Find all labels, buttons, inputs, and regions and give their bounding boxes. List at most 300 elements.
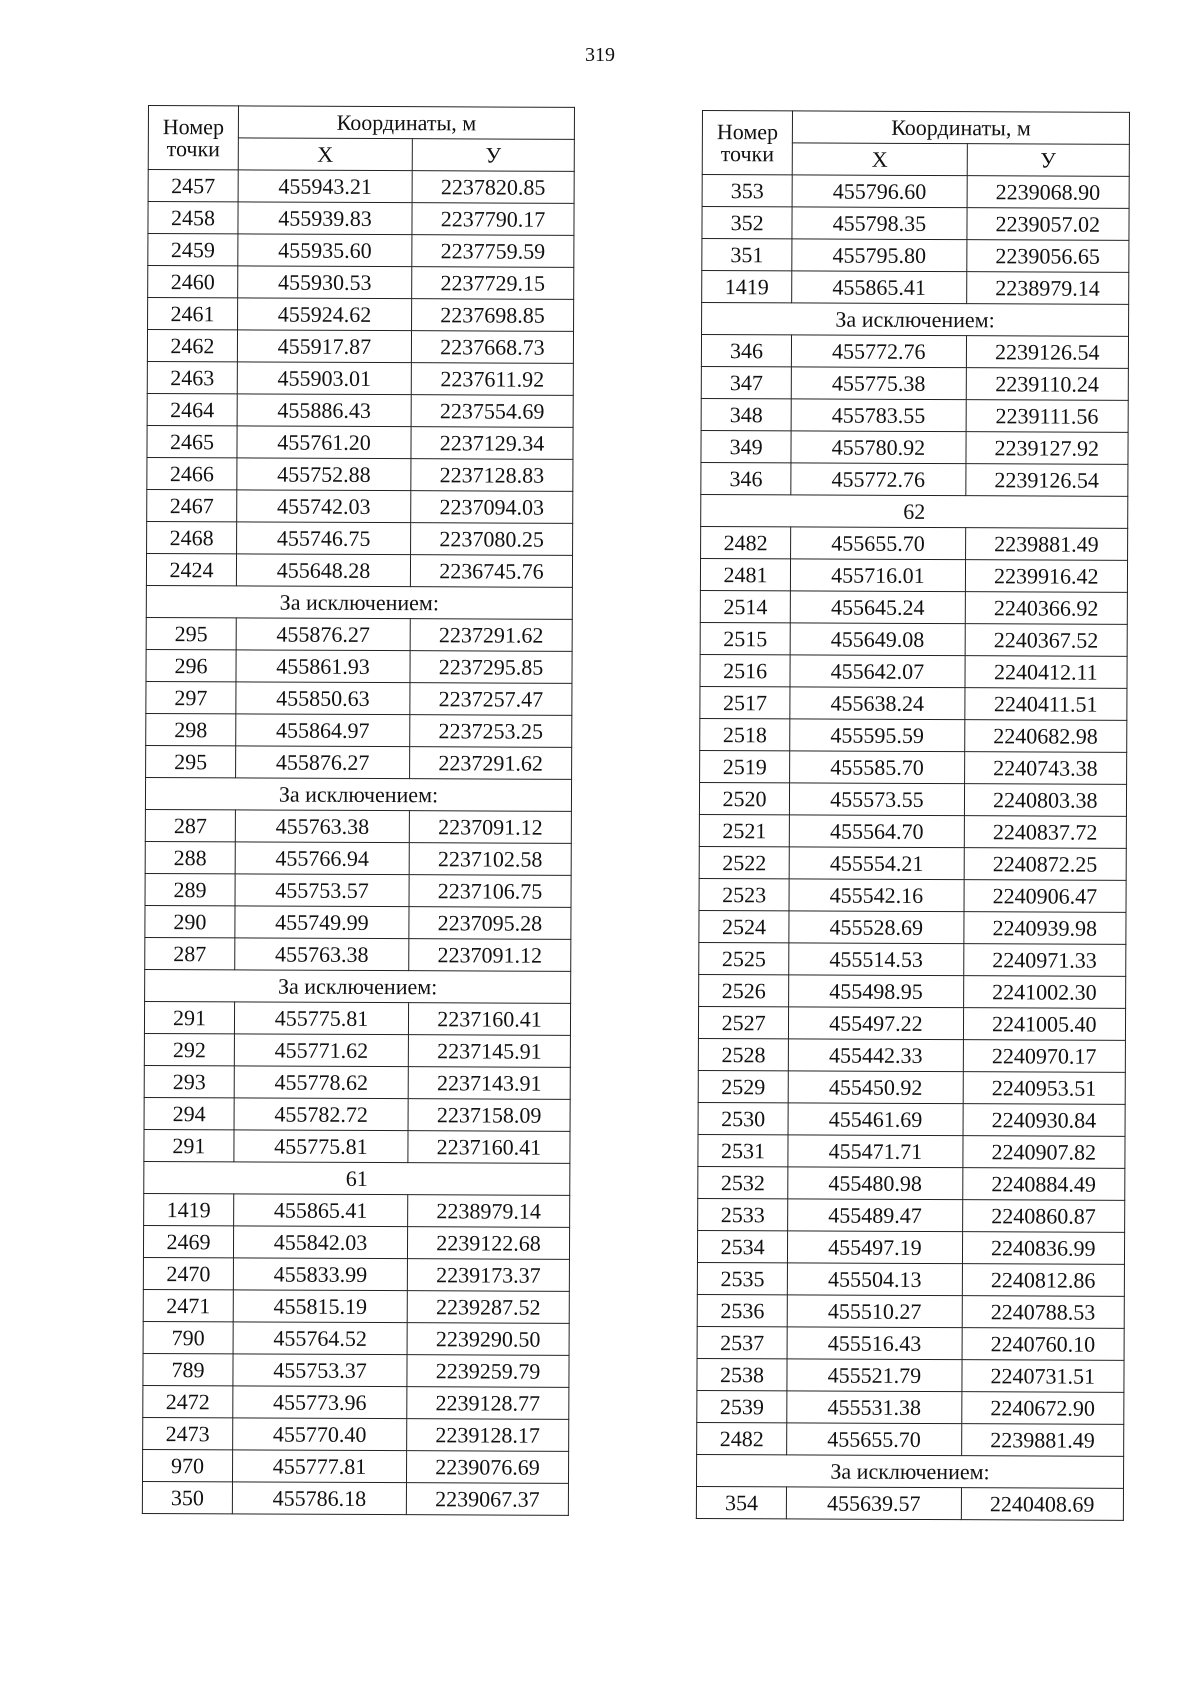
point-number-cell: 2466 (147, 457, 237, 489)
point-number-cell: 2522 (699, 846, 789, 878)
table-row (144, 1033, 570, 1067)
table-row (699, 782, 1126, 816)
point-number-cell: 294 (144, 1097, 234, 1129)
point-number-cell: 295 (146, 617, 236, 649)
table-row (702, 239, 1129, 273)
y-coordinate-cell: 2240812.86 (962, 1264, 1125, 1297)
x-coordinate-cell: 455510.27 (787, 1295, 962, 1328)
table-row (699, 942, 1126, 976)
table-row (697, 1230, 1124, 1264)
x-coordinate-cell: 455498.95 (789, 975, 964, 1008)
table-row (699, 846, 1126, 880)
y-coordinate-cell: 2240803.38 (964, 784, 1127, 817)
y-coordinate-cell: 2237158.09 (408, 1099, 570, 1132)
table-row (147, 489, 573, 523)
y-coordinate-cell: 2239110.24 (966, 368, 1129, 401)
point-number-cell: 297 (146, 681, 236, 713)
point-number-cell: 2467 (147, 489, 237, 521)
x-coordinate-cell: 455850.63 (236, 682, 410, 715)
table-row (145, 841, 571, 875)
x-coordinate-cell: 455903.01 (237, 362, 411, 395)
table-row (701, 430, 1128, 464)
point-number-cell: 2460 (148, 266, 238, 298)
y-coordinate-cell: 2237145.91 (408, 1035, 570, 1068)
table-row (143, 1353, 569, 1387)
section-label: За исключением: (146, 585, 572, 619)
y-coordinate-cell: 2240872.25 (964, 848, 1127, 881)
table-row (144, 1097, 570, 1131)
table-row (147, 457, 573, 491)
table-row (145, 905, 571, 939)
y-coordinate-cell: 2240939.98 (963, 912, 1126, 945)
y-coordinate-cell: 2238979.14 (408, 1195, 570, 1228)
point-number-cell: 346 (701, 335, 791, 367)
y-coordinate-cell: 2237095.28 (409, 907, 571, 940)
table-row (700, 686, 1127, 720)
table-row (146, 745, 572, 779)
point-number-cell: 287 (145, 937, 235, 969)
x-coordinate-cell: 455772.76 (792, 335, 967, 368)
x-coordinate-cell: 455775.38 (791, 367, 966, 400)
y-coordinate-cell: 2237094.03 (411, 491, 573, 524)
table-row (144, 1001, 570, 1035)
table-row (698, 1070, 1125, 1104)
x-coordinate-cell: 455514.53 (789, 943, 964, 976)
point-number-cell: 295 (146, 745, 236, 777)
table-row (146, 617, 572, 651)
point-number-cell: 288 (145, 841, 235, 873)
header-point-number (148, 106, 238, 170)
section-row (145, 777, 571, 811)
point-number-cell: 2471 (143, 1289, 233, 1321)
y-coordinate-cell: 2239127.92 (966, 432, 1129, 465)
point-number-cell: 352 (702, 207, 792, 239)
point-number-cell: 2525 (699, 942, 789, 974)
x-coordinate-cell: 455528.69 (789, 911, 964, 944)
table-row (701, 526, 1128, 560)
table-row (700, 558, 1127, 592)
table-row (146, 553, 572, 587)
y-coordinate-cell: 2239287.52 (407, 1291, 569, 1324)
point-number-cell: 970 (142, 1449, 232, 1481)
section-row (696, 1454, 1123, 1488)
point-number-cell: 2482 (697, 1422, 787, 1454)
x-coordinate-cell: 455864.97 (236, 714, 410, 747)
table-row (147, 521, 573, 555)
y-coordinate-cell: 2240760.10 (962, 1328, 1125, 1361)
header-y: У (412, 139, 574, 172)
table-row (697, 1390, 1124, 1424)
header-point-number-line2: точки (720, 140, 775, 166)
point-number-cell: 2535 (697, 1262, 787, 1294)
table-row (700, 750, 1127, 784)
table-row (701, 366, 1128, 400)
y-coordinate-cell: 2237257.47 (410, 683, 572, 716)
section-row (146, 585, 572, 619)
table-row (697, 1422, 1124, 1456)
point-number-cell: 2465 (147, 425, 237, 457)
y-coordinate-cell: 2240884.49 (962, 1168, 1125, 1201)
table-row (142, 1449, 568, 1483)
y-coordinate-cell: 2240672.90 (961, 1392, 1124, 1425)
x-coordinate-cell: 455763.38 (235, 938, 409, 971)
x-coordinate-cell: 455773.96 (233, 1386, 407, 1419)
y-coordinate-cell: 2238979.14 (966, 272, 1129, 305)
point-number-cell: 2532 (698, 1166, 788, 1198)
point-number-cell: 2534 (697, 1230, 787, 1262)
point-number-cell: 353 (702, 175, 792, 207)
y-coordinate-cell: 2240743.38 (964, 752, 1127, 785)
x-coordinate-cell: 455639.57 (787, 1487, 962, 1520)
y-coordinate-cell: 2237143.91 (408, 1067, 570, 1100)
y-coordinate-cell: 2239068.90 (967, 176, 1130, 209)
point-number-cell: 2515 (700, 622, 790, 654)
x-coordinate-cell: 455778.62 (234, 1066, 408, 1099)
x-coordinate-cell: 455564.70 (789, 815, 964, 848)
section-label: За исключением: (145, 969, 571, 1003)
point-number-cell: 2536 (697, 1294, 787, 1326)
x-coordinate-cell: 455865.41 (234, 1194, 408, 1227)
y-coordinate-cell: 2237253.25 (410, 715, 572, 748)
point-number-cell: 789 (143, 1353, 233, 1385)
point-number-cell: 2518 (700, 718, 790, 750)
section-row (144, 1161, 570, 1195)
x-coordinate-cell: 455770.40 (233, 1418, 407, 1451)
header-x: X (238, 138, 412, 171)
header-point-number-line1: Номер (162, 113, 225, 139)
point-number-cell: 2528 (698, 1038, 788, 1070)
table-row (146, 713, 572, 747)
y-coordinate-cell: 2239076.69 (406, 1451, 568, 1484)
point-number-cell: 2514 (700, 590, 790, 622)
header-point-number (702, 111, 792, 175)
table-row (148, 234, 574, 268)
y-coordinate-cell: 2239057.02 (967, 208, 1130, 241)
table-row (147, 361, 573, 395)
point-number-cell: 2524 (699, 910, 789, 942)
x-coordinate-cell: 455876.27 (236, 618, 410, 651)
y-coordinate-cell: 2240953.51 (963, 1072, 1126, 1105)
table-row (143, 1257, 569, 1291)
x-coordinate-cell: 455861.93 (236, 650, 410, 683)
y-coordinate-cell: 2237759.59 (412, 235, 574, 268)
x-coordinate-cell: 455471.71 (788, 1135, 963, 1168)
y-coordinate-cell: 2240970.17 (963, 1040, 1126, 1073)
y-coordinate-cell: 2237160.41 (408, 1003, 570, 1036)
table-row (143, 1289, 569, 1323)
x-coordinate-cell: 455772.76 (791, 463, 966, 496)
header-coordinates: Координаты, м (238, 106, 574, 139)
point-number-cell: 2517 (700, 686, 790, 718)
y-coordinate-cell: 2241002.30 (963, 976, 1126, 1009)
point-number-cell: 292 (144, 1033, 234, 1065)
point-number-cell: 2457 (148, 170, 238, 202)
x-coordinate-cell: 455886.43 (237, 394, 411, 427)
point-number-cell: 349 (701, 430, 791, 462)
y-coordinate-cell: 2240860.87 (962, 1200, 1125, 1233)
table-row (148, 266, 574, 300)
point-number-cell: 289 (145, 873, 235, 905)
header-y: У (967, 144, 1130, 177)
table-row (699, 974, 1126, 1008)
table-row (148, 202, 574, 236)
point-number-cell: 2458 (148, 202, 238, 234)
table-row (698, 1134, 1125, 1168)
point-number-cell: 296 (146, 649, 236, 681)
section-label: 61 (144, 1161, 570, 1195)
point-number-cell: 1419 (144, 1193, 234, 1225)
y-coordinate-cell: 2240930.84 (963, 1104, 1126, 1137)
y-coordinate-cell: 2239126.54 (966, 336, 1129, 369)
point-number-cell: 350 (142, 1481, 232, 1513)
y-coordinate-cell: 2237554.69 (411, 395, 573, 428)
point-number-cell: 291 (144, 1001, 234, 1033)
header-point-number-line1: Номер (716, 118, 779, 144)
y-coordinate-cell: 2237698.85 (412, 299, 574, 332)
point-number-cell: 2482 (701, 526, 791, 558)
y-coordinate-cell: 2237790.17 (412, 203, 574, 236)
x-coordinate-cell: 455753.37 (233, 1354, 407, 1387)
x-coordinate-cell: 455764.52 (233, 1322, 407, 1355)
point-number-cell: 2533 (698, 1198, 788, 1230)
x-coordinate-cell: 455595.59 (790, 719, 965, 752)
table-row (697, 1262, 1124, 1296)
point-number-cell: 790 (143, 1321, 233, 1353)
table-row (143, 1225, 569, 1259)
table-row (143, 1417, 569, 1451)
point-number-cell: 2481 (700, 558, 790, 590)
point-number-cell: 2461 (148, 298, 238, 330)
table-row (698, 1006, 1125, 1040)
x-coordinate-cell: 455585.70 (790, 751, 965, 784)
table-row (145, 809, 571, 843)
point-number-cell: 2469 (143, 1225, 233, 1257)
y-coordinate-cell: 2237668.73 (411, 331, 573, 364)
table-row (701, 462, 1128, 496)
x-coordinate-cell: 455497.22 (789, 1007, 964, 1040)
y-coordinate-cell: 2240837.72 (964, 816, 1127, 849)
y-coordinate-cell: 2239122.68 (407, 1227, 569, 1260)
point-number-cell: 293 (144, 1065, 234, 1097)
point-number-cell: 351 (702, 239, 792, 271)
table-row (697, 1294, 1124, 1328)
x-coordinate-cell: 455531.38 (787, 1391, 962, 1424)
x-coordinate-cell: 455924.62 (238, 298, 412, 331)
y-coordinate-cell: 2237611.92 (411, 363, 573, 396)
section-row (702, 303, 1129, 337)
x-coordinate-cell: 455865.41 (792, 271, 967, 304)
y-coordinate-cell: 2237080.25 (411, 523, 573, 556)
x-coordinate-cell: 455489.47 (788, 1199, 963, 1232)
y-coordinate-cell: 2240836.99 (962, 1232, 1125, 1265)
x-coordinate-cell: 455775.81 (234, 1002, 408, 1035)
x-coordinate-cell: 455504.13 (788, 1263, 963, 1296)
point-number-cell: 2459 (148, 234, 238, 266)
point-number-cell: 2463 (147, 361, 237, 393)
x-coordinate-cell: 455752.88 (237, 458, 411, 491)
table-row (144, 1193, 570, 1227)
table-row (144, 1065, 570, 1099)
point-number-cell: 354 (696, 1486, 786, 1518)
header-coordinates: Координаты, м (793, 111, 1130, 144)
x-coordinate-cell: 455638.24 (790, 687, 965, 720)
point-number-cell: 2462 (147, 330, 237, 362)
point-number-cell: 2530 (698, 1102, 788, 1134)
table-row (147, 393, 573, 427)
x-coordinate-cell: 455798.35 (792, 207, 967, 240)
point-number-cell: 2537 (697, 1326, 787, 1358)
x-coordinate-cell: 455943.21 (238, 170, 412, 203)
x-coordinate-cell: 455815.19 (233, 1290, 407, 1323)
y-coordinate-cell: 2237291.62 (410, 619, 572, 652)
table-row (148, 298, 574, 332)
x-coordinate-cell: 455516.43 (787, 1327, 962, 1360)
y-coordinate-cell: 2240366.92 (965, 592, 1128, 625)
point-number-cell: 2424 (146, 553, 236, 585)
table-row (698, 1102, 1125, 1136)
point-number-cell: 2468 (147, 521, 237, 553)
point-number-cell: 348 (701, 398, 791, 430)
x-coordinate-cell: 455782.72 (234, 1098, 408, 1131)
y-coordinate-cell: 2239128.77 (407, 1387, 569, 1420)
x-coordinate-cell: 455645.24 (790, 591, 965, 624)
table-row (700, 654, 1127, 688)
y-coordinate-cell: 2237295.85 (410, 651, 572, 684)
point-number-cell: 287 (145, 809, 235, 841)
x-coordinate-cell: 455749.99 (235, 906, 409, 939)
x-coordinate-cell: 455930.53 (238, 266, 412, 299)
point-number-cell: 2538 (697, 1358, 787, 1390)
section-label: За исключением: (702, 303, 1129, 337)
y-coordinate-cell: 2239126.54 (965, 464, 1128, 497)
point-number-cell: 2531 (698, 1134, 788, 1166)
x-coordinate-cell: 455442.33 (789, 1039, 964, 1072)
table-row (700, 622, 1127, 656)
table-row (702, 207, 1129, 241)
table-row (700, 718, 1127, 752)
section-label: 62 (701, 494, 1128, 528)
point-number-cell: 2521 (699, 814, 789, 846)
x-coordinate-cell: 455649.08 (790, 623, 965, 656)
x-coordinate-cell: 455716.01 (791, 559, 966, 592)
x-coordinate-cell: 455780.92 (791, 431, 966, 464)
x-coordinate-cell: 455497.19 (788, 1231, 963, 1264)
section-label: За исключением: (145, 777, 571, 811)
y-coordinate-cell: 2240412.11 (965, 656, 1128, 689)
page-number: 319 (585, 44, 615, 66)
point-number-cell: 2523 (699, 878, 789, 910)
table-row (699, 814, 1126, 848)
y-coordinate-cell: 2239173.37 (407, 1259, 569, 1292)
point-number-cell: 2472 (143, 1385, 233, 1417)
coordinates-table-right (696, 110, 1130, 1521)
point-number-cell: 2539 (697, 1390, 787, 1422)
table-row (699, 910, 1126, 944)
table-row (147, 330, 573, 364)
table-row (699, 878, 1126, 912)
x-coordinate-cell: 455783.55 (791, 399, 966, 432)
point-number-cell: 2470 (143, 1257, 233, 1289)
point-number-cell: 2516 (700, 654, 790, 686)
table-row (147, 425, 573, 459)
point-number-cell: 2464 (147, 393, 237, 425)
table-row (702, 271, 1129, 305)
header-x: X (792, 143, 967, 176)
y-coordinate-cell: 2239290.50 (407, 1323, 569, 1356)
y-coordinate-cell: 2239067.37 (406, 1483, 568, 1516)
table-row (145, 937, 571, 971)
y-coordinate-cell: 2240408.69 (961, 1488, 1124, 1521)
section-row (701, 494, 1128, 528)
x-coordinate-cell: 455796.60 (792, 175, 967, 208)
x-coordinate-cell: 455655.70 (791, 527, 966, 560)
x-coordinate-cell: 455542.16 (789, 879, 964, 912)
coordinates-table-left (142, 105, 575, 1516)
y-coordinate-cell: 2240907.82 (962, 1136, 1125, 1169)
point-number-cell: 290 (145, 905, 235, 937)
y-coordinate-cell: 2240731.51 (962, 1360, 1125, 1393)
table-row (697, 1358, 1124, 1392)
x-coordinate-cell: 455766.94 (235, 842, 409, 875)
x-coordinate-cell: 455761.20 (237, 426, 411, 459)
x-coordinate-cell: 455777.81 (232, 1450, 406, 1483)
y-coordinate-cell: 2237291.62 (410, 747, 572, 780)
x-coordinate-cell: 455642.07 (790, 655, 965, 688)
table-row (698, 1166, 1125, 1200)
point-number-cell: 298 (146, 713, 236, 745)
table-row (142, 1481, 568, 1515)
y-coordinate-cell: 2237820.85 (412, 171, 574, 204)
section-label: За исключением: (696, 1454, 1123, 1488)
table-row (148, 170, 574, 204)
x-coordinate-cell: 455573.55 (790, 783, 965, 816)
table-row (697, 1326, 1124, 1360)
y-coordinate-cell: 2240788.53 (962, 1296, 1125, 1329)
x-coordinate-cell: 455742.03 (237, 490, 411, 523)
y-coordinate-cell: 2240682.98 (964, 720, 1127, 753)
y-coordinate-cell: 2239111.56 (966, 400, 1129, 433)
y-coordinate-cell: 2237091.12 (409, 939, 571, 972)
point-number-cell: 2473 (143, 1417, 233, 1449)
point-number-cell: 2527 (698, 1006, 788, 1038)
y-coordinate-cell: 2236745.76 (410, 555, 572, 588)
table-row (698, 1038, 1125, 1072)
table-row (701, 335, 1128, 369)
x-coordinate-cell: 455939.83 (238, 202, 412, 235)
x-coordinate-cell: 455795.80 (792, 239, 967, 272)
x-coordinate-cell: 455763.38 (235, 810, 409, 843)
table-row (144, 1129, 570, 1163)
x-coordinate-cell: 455842.03 (233, 1226, 407, 1259)
y-coordinate-cell: 2240906.47 (964, 880, 1127, 913)
x-coordinate-cell: 455554.21 (789, 847, 964, 880)
y-coordinate-cell: 2237106.75 (409, 875, 571, 908)
section-row (145, 969, 571, 1003)
y-coordinate-cell: 2240367.52 (965, 624, 1128, 657)
x-coordinate-cell: 455461.69 (788, 1103, 963, 1136)
table-row (143, 1321, 569, 1355)
y-coordinate-cell: 2239128.17 (407, 1419, 569, 1452)
y-coordinate-cell: 2237102.58 (409, 843, 571, 876)
table-row (143, 1385, 569, 1419)
table-row (696, 1486, 1123, 1520)
x-coordinate-cell: 455876.27 (236, 746, 410, 779)
table-row (701, 398, 1128, 432)
x-coordinate-cell: 455655.70 (787, 1423, 962, 1456)
y-coordinate-cell: 2237729.15 (412, 267, 574, 300)
point-number-cell: 1419 (702, 271, 792, 303)
y-coordinate-cell: 2241005.40 (963, 1008, 1126, 1041)
